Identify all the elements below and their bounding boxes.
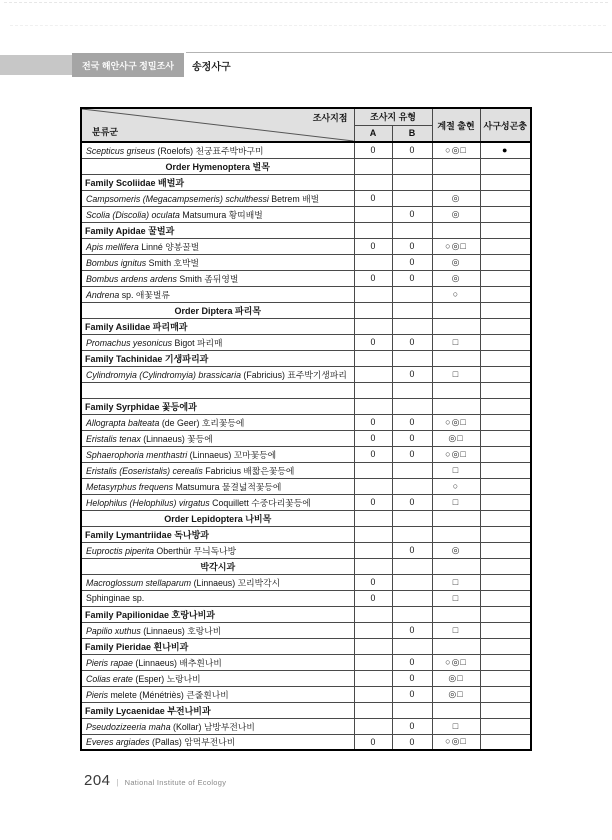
season-symbols-cell: ○ xyxy=(432,478,480,494)
dune-insect-cell: ● xyxy=(480,142,531,158)
scan-artifact-line xyxy=(10,25,606,26)
species-name-cell xyxy=(81,190,354,206)
season-symbols-cell: ○◎□ xyxy=(432,142,480,158)
season-symbols-cell xyxy=(432,382,480,398)
site-b-cell xyxy=(392,190,432,206)
author-and-korean-name: Matsumura 황띠배벌 xyxy=(179,209,263,220)
empty-cell xyxy=(81,382,354,398)
table-row xyxy=(81,590,531,606)
author-and-korean-name: Oberthür 무늬독나방 xyxy=(153,545,237,556)
season-symbols-cell: ○◎□ xyxy=(432,238,480,254)
dune-insect-cell xyxy=(480,542,531,558)
author-and-korean-name: (Kollar) 남방부전나비 xyxy=(170,721,255,732)
table-row xyxy=(81,526,531,542)
site-a-cell: 0 xyxy=(354,734,392,750)
scientific-name: Papilio xuthus xyxy=(86,625,141,636)
site-a-cell xyxy=(354,286,392,302)
author-and-korean-name: Matsumura 물결넓적꽃등에 xyxy=(173,481,282,492)
site-b-cell xyxy=(392,606,432,622)
season-symbols-cell: □ xyxy=(432,494,480,510)
author-and-korean-name: Fabricius 배짧은꽃등에 xyxy=(202,465,295,476)
section-title: 송정사구 xyxy=(192,61,231,73)
table-row xyxy=(81,494,531,510)
author-and-korean-name: (Linnaeus) 꽃등에 xyxy=(140,433,213,444)
author-and-korean-name: Smith 좀뒤영벌 xyxy=(176,273,239,284)
species-name-cell xyxy=(81,334,354,350)
scientific-name: Apis mellifera xyxy=(86,241,139,252)
dune-insect-cell xyxy=(480,638,531,654)
scientific-name: Eristalis tenax xyxy=(86,433,141,444)
scientific-name: Pseudozizeeria maha xyxy=(86,721,171,732)
site-b-cell xyxy=(392,510,432,526)
scientific-name: Helophilus (Helophilus) virgatus xyxy=(86,497,210,508)
site-a-cell xyxy=(354,206,392,222)
season-symbols-cell: ○◎□ xyxy=(432,414,480,430)
site-b-cell: 0 xyxy=(392,206,432,222)
site-b-cell xyxy=(392,526,432,542)
table-row xyxy=(81,734,531,750)
site-b-cell: 0 xyxy=(392,542,432,558)
table-row xyxy=(81,270,531,286)
scientific-name: Pieris xyxy=(86,689,108,700)
species-name-cell xyxy=(81,590,354,606)
site-b-cell xyxy=(392,398,432,414)
table-row xyxy=(81,238,531,254)
table-row xyxy=(81,334,531,350)
table-row xyxy=(81,542,531,558)
header-survey-point-label: 조사지점 xyxy=(312,113,348,123)
table-row xyxy=(81,446,531,462)
table-row xyxy=(81,414,531,430)
scientific-name: Pieris rapae xyxy=(86,657,133,668)
site-a-cell: 0 xyxy=(354,334,392,350)
season-symbols-cell xyxy=(432,318,480,334)
site-b-cell xyxy=(392,462,432,478)
site-a-cell xyxy=(354,654,392,670)
site-a-cell xyxy=(354,366,392,382)
dune-insect-cell xyxy=(480,174,531,190)
dune-insect-cell xyxy=(480,270,531,286)
author-and-korean-name: (Linnaeus) 호랑나비 xyxy=(140,625,222,636)
family-label-cell: Family Asilidae 파리매과 xyxy=(81,318,354,334)
species-name-cell xyxy=(81,286,354,302)
dune-insect-cell xyxy=(480,254,531,270)
season-symbols-cell xyxy=(432,638,480,654)
dune-insect-cell xyxy=(480,526,531,542)
table-row xyxy=(81,398,531,414)
site-a-cell xyxy=(354,478,392,494)
site-b-cell xyxy=(392,478,432,494)
footer-divider: | xyxy=(116,778,119,787)
species-name-cell xyxy=(81,462,354,478)
season-symbols-cell xyxy=(432,174,480,190)
author-and-korean-name: melete (Ménétriès) 큰줄흰나비 xyxy=(108,689,229,700)
table-row xyxy=(81,606,531,622)
site-a-cell xyxy=(354,558,392,574)
table-row xyxy=(81,622,531,638)
site-b-cell: 0 xyxy=(392,430,432,446)
season-symbols-cell: ○ xyxy=(432,286,480,302)
site-a-cell: 0 xyxy=(354,270,392,286)
site-b-cell: 0 xyxy=(392,414,432,430)
site-a-cell xyxy=(354,526,392,542)
scientific-name: Bombus ignitus xyxy=(86,257,147,268)
family-label-cell: Family Scoliidae 배벌과 xyxy=(81,174,354,190)
species-name-cell xyxy=(81,670,354,686)
season-symbols-cell: ○◎□ xyxy=(432,446,480,462)
scientific-name: Scepticus griseus xyxy=(86,145,155,156)
scientific-name: Allograpta balteata xyxy=(86,417,160,428)
dune-insect-cell xyxy=(480,494,531,510)
author-and-korean-name: Sphinginae sp. xyxy=(86,593,145,603)
site-a-cell: 0 xyxy=(354,494,392,510)
table-row xyxy=(81,190,531,206)
dune-insect-cell xyxy=(480,206,531,222)
dune-insect-cell xyxy=(480,238,531,254)
site-a-cell xyxy=(354,318,392,334)
species-table-body xyxy=(81,142,531,750)
dune-insect-cell xyxy=(480,158,531,174)
author-and-korean-name: (Linnaeus) 배추흰나비 xyxy=(132,657,222,668)
scientific-name: Everes argiades xyxy=(86,737,150,748)
author-and-korean-name: (Roelofs) 천궁표주박바구미 xyxy=(154,145,264,156)
site-a-cell: 0 xyxy=(354,430,392,446)
season-symbols-cell: ○◎□ xyxy=(432,654,480,670)
species-name-cell xyxy=(81,238,354,254)
season-symbols-cell xyxy=(432,398,480,414)
table-row xyxy=(81,574,531,590)
author-and-korean-name: Bigot 파리매 xyxy=(172,337,223,348)
dune-insect-cell xyxy=(480,414,531,430)
table-row xyxy=(81,302,531,318)
family-label-cell: Family Papilionidae 호랑나비과 xyxy=(81,606,354,622)
dune-insect-cell xyxy=(480,462,531,478)
dune-insect-cell xyxy=(480,302,531,318)
family-label-cell: Family Lymantriidae 독나방과 xyxy=(81,526,354,542)
season-symbols-cell: ○◎□ xyxy=(432,734,480,750)
season-symbols-cell xyxy=(432,302,480,318)
table-row xyxy=(81,654,531,670)
dune-insect-cell xyxy=(480,446,531,462)
table-row xyxy=(81,478,531,494)
site-a-cell xyxy=(354,302,392,318)
site-b-cell: 0 xyxy=(392,366,432,382)
report-title-banner xyxy=(72,53,184,77)
dune-insect-cell xyxy=(480,590,531,606)
season-symbols-cell: ◎ xyxy=(432,270,480,286)
site-a-cell xyxy=(354,398,392,414)
scientific-name: Scolia (Discolia) oculata xyxy=(86,209,180,220)
dune-insect-cell xyxy=(480,686,531,702)
header-taxon-label: 분류군 xyxy=(92,127,119,137)
species-table-container xyxy=(80,107,532,751)
scan-artifact-line xyxy=(4,2,608,3)
site-a-cell xyxy=(354,174,392,190)
season-symbols-cell: ◎ xyxy=(432,542,480,558)
scientific-name: Colias erate xyxy=(86,673,133,684)
site-b-cell xyxy=(392,302,432,318)
season-symbols-cell: □ xyxy=(432,622,480,638)
site-a-cell: 0 xyxy=(354,414,392,430)
site-a-cell: 0 xyxy=(354,142,392,158)
site-b-cell xyxy=(392,638,432,654)
table-row xyxy=(81,702,531,718)
table-row xyxy=(81,670,531,686)
site-a-cell xyxy=(354,158,392,174)
dune-insect-cell xyxy=(480,350,531,366)
species-table xyxy=(80,107,532,751)
scientific-name: Sphaerophoria menthastri xyxy=(86,449,188,460)
scientific-name: Eristalis (Eoseristalis) cerealis xyxy=(86,465,203,476)
table-row xyxy=(81,142,531,158)
page-footer xyxy=(84,772,226,789)
table-row xyxy=(81,382,531,398)
family-label-cell: Family Tachinidae 기생파리과 xyxy=(81,350,354,366)
author-and-korean-name: Coquillett 수중다리꽃등에 xyxy=(209,497,311,508)
season-symbols-cell: □ xyxy=(432,590,480,606)
season-symbols-cell: ◎ xyxy=(432,254,480,270)
page-number: 204 xyxy=(84,772,111,789)
dune-insect-cell xyxy=(480,222,531,238)
table-row xyxy=(81,462,531,478)
species-name-cell xyxy=(81,654,354,670)
dune-insect-cell xyxy=(480,430,531,446)
season-symbols-cell: ◎□ xyxy=(432,670,480,686)
report-title: 전국 해안사구 정밀조사 xyxy=(82,60,174,71)
species-name-cell xyxy=(81,366,354,382)
header-band-light xyxy=(0,55,72,75)
site-b-cell: 0 xyxy=(392,494,432,510)
table-row xyxy=(81,222,531,238)
season-symbols-cell: ◎ xyxy=(432,190,480,206)
table-row xyxy=(81,558,531,574)
site-b-cell: 0 xyxy=(392,734,432,750)
order-label-cell: Order Diptera 파리목 xyxy=(81,302,354,318)
table-row xyxy=(81,366,531,382)
season-symbols-cell xyxy=(432,222,480,238)
dune-insect-cell xyxy=(480,622,531,638)
season-symbols-cell xyxy=(432,510,480,526)
diagonal-header-cell xyxy=(81,108,354,142)
author-and-korean-name: Smith 호박벌 xyxy=(146,257,200,268)
site-b-cell xyxy=(392,222,432,238)
table-row xyxy=(81,254,531,270)
site-a-cell xyxy=(354,670,392,686)
site-a-cell xyxy=(354,382,392,398)
dune-insect-cell xyxy=(480,190,531,206)
species-name-cell xyxy=(81,142,354,158)
species-name-cell xyxy=(81,206,354,222)
dune-insect-cell xyxy=(480,510,531,526)
site-b-cell: 0 xyxy=(392,142,432,158)
author-and-korean-name: (de Geer) 호리꽃등에 xyxy=(159,417,245,428)
dune-insect-cell xyxy=(480,286,531,302)
species-name-cell xyxy=(81,622,354,638)
site-b-cell xyxy=(392,158,432,174)
site-b-cell xyxy=(392,318,432,334)
season-symbols-cell: □ xyxy=(432,334,480,350)
family-label-cell: Family Syrphidae 꽃등에과 xyxy=(81,398,354,414)
author-and-korean-name: (Esper) 노랑나비 xyxy=(132,673,201,684)
author-and-korean-name: sp. 애꽃벌류 xyxy=(119,289,170,300)
season-symbols-cell: ◎□ xyxy=(432,430,480,446)
author-and-korean-name: Betrem 배벌 xyxy=(268,193,320,204)
site-a-cell xyxy=(354,222,392,238)
site-b-cell: 0 xyxy=(392,718,432,734)
author-and-korean-name: (Pallas) 암먹부전나비 xyxy=(149,737,236,748)
site-a-cell xyxy=(354,606,392,622)
species-name-cell xyxy=(81,574,354,590)
header-dune-insect: 사구성곤충 xyxy=(480,108,531,142)
season-symbols-cell xyxy=(432,350,480,366)
table-row xyxy=(81,158,531,174)
table-row xyxy=(81,686,531,702)
site-a-cell xyxy=(354,638,392,654)
species-name-cell xyxy=(81,446,354,462)
dune-insect-cell xyxy=(480,558,531,574)
site-b-cell xyxy=(392,382,432,398)
site-a-cell: 0 xyxy=(354,238,392,254)
dune-insect-cell xyxy=(480,734,531,750)
species-name-cell xyxy=(81,686,354,702)
dune-insect-cell xyxy=(480,382,531,398)
site-b-cell: 0 xyxy=(392,254,432,270)
header-col-a: A xyxy=(354,125,392,142)
dune-insect-cell xyxy=(480,478,531,494)
site-b-cell: 0 xyxy=(392,270,432,286)
header-season-appearance: 계절 출현 xyxy=(432,108,480,142)
species-name-cell xyxy=(81,478,354,494)
dune-insect-cell xyxy=(480,702,531,718)
site-b-cell: 0 xyxy=(392,654,432,670)
season-symbols-cell xyxy=(432,606,480,622)
table-row xyxy=(81,206,531,222)
site-a-cell: 0 xyxy=(354,574,392,590)
site-a-cell xyxy=(354,462,392,478)
dune-insect-cell xyxy=(480,670,531,686)
table-header xyxy=(81,108,531,142)
site-b-cell: 0 xyxy=(392,334,432,350)
site-b-cell xyxy=(392,702,432,718)
family-label-cell: Family Lycaenidae 부전나비과 xyxy=(81,702,354,718)
group-label-cell: 박각시과 xyxy=(81,558,354,574)
season-symbols-cell: ◎ xyxy=(432,206,480,222)
header-col-b: B xyxy=(392,125,432,142)
site-a-cell xyxy=(354,542,392,558)
species-name-cell xyxy=(81,430,354,446)
species-name-cell xyxy=(81,254,354,270)
site-b-cell: 0 xyxy=(392,446,432,462)
site-a-cell xyxy=(354,254,392,270)
site-b-cell: 0 xyxy=(392,622,432,638)
table-row xyxy=(81,510,531,526)
season-symbols-cell: ◎□ xyxy=(432,686,480,702)
scientific-name: Euproctis piperita xyxy=(86,545,154,556)
season-symbols-cell: □ xyxy=(432,574,480,590)
dune-insect-cell xyxy=(480,318,531,334)
site-a-cell xyxy=(354,686,392,702)
table-row xyxy=(81,430,531,446)
season-symbols-cell: □ xyxy=(432,366,480,382)
scientific-name: Metasyrphus frequens xyxy=(86,481,174,492)
site-b-cell xyxy=(392,350,432,366)
site-a-cell: 0 xyxy=(354,590,392,606)
site-a-cell xyxy=(354,350,392,366)
dune-insect-cell xyxy=(480,366,531,382)
site-b-cell: 0 xyxy=(392,238,432,254)
dune-insect-cell xyxy=(480,574,531,590)
scientific-name: Bombus ardens ardens xyxy=(86,273,177,284)
scientific-name: Andrena xyxy=(86,289,120,300)
dune-insect-cell xyxy=(480,654,531,670)
table-row xyxy=(81,286,531,302)
site-b-cell xyxy=(392,574,432,590)
institute-name: National Institute of Ecology xyxy=(124,778,227,787)
table-row xyxy=(81,638,531,654)
order-label-cell: Order Lepidoptera 나비목 xyxy=(81,510,354,526)
season-symbols-cell xyxy=(432,158,480,174)
species-name-cell xyxy=(81,734,354,750)
scientific-name: Campsomeris (Megacampsemeris) schulthessi xyxy=(86,193,269,204)
season-symbols-cell: □ xyxy=(432,718,480,734)
site-b-cell xyxy=(392,174,432,190)
species-name-cell xyxy=(81,542,354,558)
author-and-korean-name: Linné 양봉꿀벌 xyxy=(138,241,200,252)
site-b-cell: 0 xyxy=(392,686,432,702)
dune-insect-cell xyxy=(480,718,531,734)
species-name-cell xyxy=(81,414,354,430)
site-b-cell: 0 xyxy=(392,670,432,686)
species-name-cell xyxy=(81,494,354,510)
site-a-cell xyxy=(354,702,392,718)
site-b-cell xyxy=(392,590,432,606)
dune-insect-cell xyxy=(480,606,531,622)
table-row xyxy=(81,318,531,334)
header-rule xyxy=(186,52,612,53)
table-row xyxy=(81,174,531,190)
site-a-cell xyxy=(354,718,392,734)
scientific-name: Cylindromyia (Cylindromyia) brassicaria xyxy=(86,369,241,380)
order-label-cell: Order Hymenoptera 벌목 xyxy=(81,158,354,174)
site-a-cell xyxy=(354,622,392,638)
family-label-cell: Family Pieridae 흰나비과 xyxy=(81,638,354,654)
author-and-korean-name: (Fabricius) 표주박기생파리 xyxy=(240,369,347,380)
site-b-cell xyxy=(392,558,432,574)
species-name-cell xyxy=(81,270,354,286)
site-a-cell: 0 xyxy=(354,190,392,206)
site-a-cell: 0 xyxy=(354,446,392,462)
site-b-cell xyxy=(392,286,432,302)
author-and-korean-name: (Linnaeus) 꼬마꽃등에 xyxy=(187,449,277,460)
species-name-cell xyxy=(81,718,354,734)
dune-insect-cell xyxy=(480,334,531,350)
table-row xyxy=(81,718,531,734)
site-a-cell xyxy=(354,510,392,526)
dune-insect-cell xyxy=(480,398,531,414)
scientific-name: Promachus yesonicus xyxy=(86,337,173,348)
scientific-name: Macroglossum stellaparum xyxy=(86,577,192,588)
season-symbols-cell xyxy=(432,702,480,718)
table-row xyxy=(81,350,531,366)
header-site-type-group: 조사지 유형 xyxy=(354,108,432,125)
author-and-korean-name: (Linnaeus) 꼬리박각시 xyxy=(191,577,281,588)
family-label-cell: Family Apidae 꿀벌과 xyxy=(81,222,354,238)
season-symbols-cell xyxy=(432,558,480,574)
season-symbols-cell xyxy=(432,526,480,542)
season-symbols-cell: □ xyxy=(432,462,480,478)
